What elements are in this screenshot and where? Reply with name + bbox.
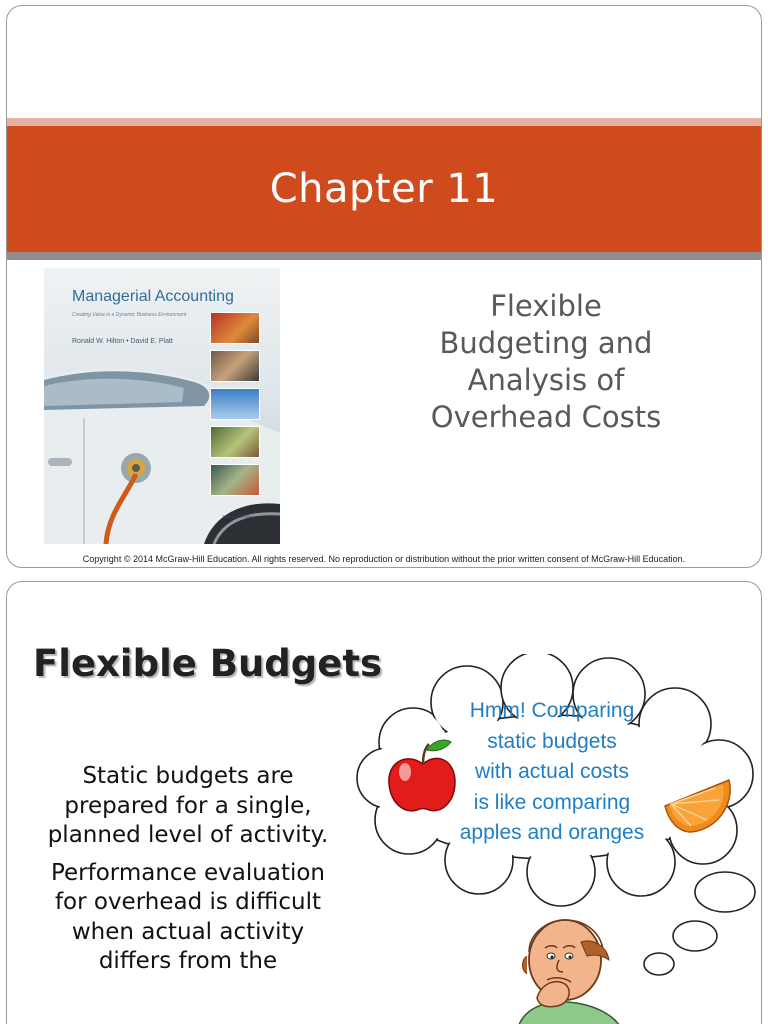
title-band-top-stripe xyxy=(7,118,761,126)
slide-2 xyxy=(6,581,762,1024)
thought-line: apples and oranges xyxy=(459,821,645,844)
thought-line: static budgets xyxy=(487,729,617,753)
book-edition: TENTH EDITION xyxy=(222,514,253,519)
copyright-notice: Copyright © 2014 McGraw-Hill Education. All rights reserved. No reproduction or distribution without the prior written consent of McGraw-Hill Education. xyxy=(82,554,686,564)
slide-title: Flexible Budgets xyxy=(33,642,383,685)
bullet-item: Performance evaluation for overhead is difficult when actual activity differs from the xyxy=(50,859,326,974)
thought-line: with actual costs xyxy=(474,760,630,783)
subtitle-line: Budgeting and xyxy=(439,326,653,360)
subtitle-line: Flexible xyxy=(490,289,602,323)
thought-bubble-text xyxy=(432,696,672,849)
bullet-item: Static budgets are prepared for a single, planned level of activity. xyxy=(47,763,329,848)
photo-thumbnail-person xyxy=(210,350,260,382)
book-subtitle: Creating Value in a Dynamic Business Environment xyxy=(72,312,187,318)
subtitle-line: Analysis of xyxy=(467,363,625,397)
chapter-subtitle xyxy=(383,288,709,436)
bullet-list xyxy=(37,762,339,985)
photo-thumbnail-workers xyxy=(210,312,260,344)
book-authors: Ronald W. Hilton • David E. Platt xyxy=(72,338,173,345)
title-band-bottom-stripe xyxy=(7,252,761,260)
photo-thumbnail-airplane xyxy=(210,388,260,420)
thought-line: Hmm! Comparing xyxy=(469,699,635,722)
subtitle-line: Overhead Costs xyxy=(430,400,662,434)
book-title: Managerial Accounting xyxy=(72,288,234,305)
book-cover-image xyxy=(44,268,280,544)
thinking-man-icon xyxy=(507,912,647,1024)
photo-thumbnail-field xyxy=(210,426,260,458)
photo-thumbnail-market xyxy=(210,464,260,496)
thought-line: is like comparing xyxy=(473,790,631,814)
slide-1 xyxy=(6,5,762,568)
chapter-title: Chapter 11 xyxy=(269,166,499,212)
